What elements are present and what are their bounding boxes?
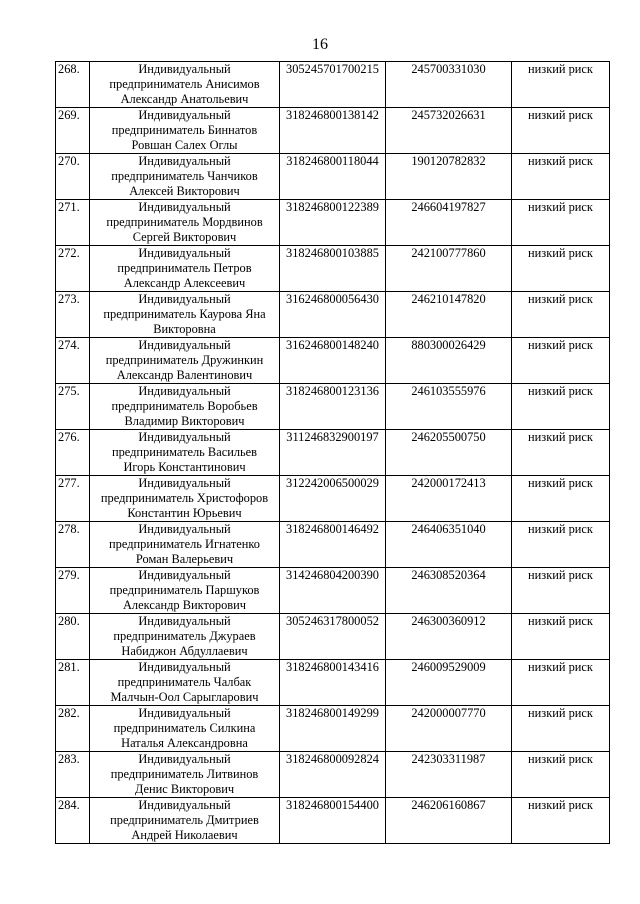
ogrnip-cell: 311246832900197 [280, 430, 386, 476]
ogrnip-cell: 318246800092824 [280, 752, 386, 798]
inn-cell: 880300026429 [386, 338, 512, 384]
risk-category-cell: низкий риск [512, 108, 610, 154]
ogrnip-cell: 305246317800052 [280, 614, 386, 660]
row-number-cell: 272. [56, 246, 90, 292]
entrepreneur-name-line: Роман Валерьевич [135, 552, 234, 566]
inn-cell: 246406351040 [386, 522, 512, 568]
row-number-cell: 277. [56, 476, 90, 522]
entrepreneur-name-cell [90, 614, 280, 660]
entrepreneur-name-line: предприниматель Чанчиков [111, 169, 258, 183]
entrepreneur-name-line: предприниматель Мордвинов [106, 215, 263, 229]
table-row [56, 522, 610, 568]
entrepreneur-name-line: Алексей Викторович [129, 184, 240, 198]
entrepreneur-name-line: предприниматель Литвинов [110, 767, 259, 781]
entrepreneur-name-cell [90, 706, 280, 752]
entrepreneur-name-line: Индивидуальный [138, 246, 231, 260]
row-number-cell: 282. [56, 706, 90, 752]
entrepreneur-name-line: Индивидуальный [138, 476, 231, 490]
entrepreneur-name-line: предприниматель Дмитриев [110, 813, 259, 827]
risk-category-cell: низкий риск [512, 62, 610, 108]
entrepreneur-name-line: Индивидуальный [138, 430, 231, 444]
entrepreneur-name-line: предприниматель Васильев [111, 445, 258, 459]
row-number-cell: 280. [56, 614, 90, 660]
row-number-cell: 284. [56, 798, 90, 844]
table-row [56, 108, 610, 154]
ogrnip-cell: 316246800148240 [280, 338, 386, 384]
ogrnip-cell: 316246800056430 [280, 292, 386, 338]
risk-category-cell: низкий риск [512, 752, 610, 798]
entrepreneur-name-cell [90, 108, 280, 154]
entrepreneur-name-line: Индивидуальный [138, 108, 231, 122]
inn-cell: 246103555976 [386, 384, 512, 430]
entrepreneur-name-line: Индивидуальный [138, 706, 231, 720]
entrepreneur-name-cell [90, 200, 280, 246]
entrepreneur-name-line: Александр Алексеевич [123, 276, 246, 290]
entrepreneur-name-cell [90, 798, 280, 844]
table-row [56, 200, 610, 246]
row-number-cell: 283. [56, 752, 90, 798]
risk-category-cell: низкий риск [512, 660, 610, 706]
row-number-cell: 268. [56, 62, 90, 108]
entrepreneur-name-cell [90, 660, 280, 706]
entrepreneur-name-line: Индивидуальный [138, 522, 231, 536]
entrepreneur-name-line: предприниматель Биннатов [111, 123, 258, 137]
inn-cell: 246205500750 [386, 430, 512, 476]
inn-cell: 246300360912 [386, 614, 512, 660]
entrepreneur-name-line: предприниматель Воробьев [111, 399, 258, 413]
risk-category-cell: низкий риск [512, 292, 610, 338]
inn-cell: 242000007770 [386, 706, 512, 752]
entrepreneur-name-line: Индивидуальный [138, 154, 231, 168]
row-number-cell: 276. [56, 430, 90, 476]
table-row [56, 246, 610, 292]
table-row [56, 614, 610, 660]
ogrnip-cell: 318246800149299 [280, 706, 386, 752]
entrepreneur-name-line: предприниматель Джураев [113, 629, 256, 643]
inn-cell: 246604197827 [386, 200, 512, 246]
entrepreneur-name-line: предприниматель Силкина [113, 721, 256, 735]
table-row [56, 660, 610, 706]
ogrnip-cell: 305245701700215 [280, 62, 386, 108]
risk-category-cell: низкий риск [512, 614, 610, 660]
entrepreneur-name-line: предприниматель Чалбак [117, 675, 252, 689]
risk-category-cell: низкий риск [512, 476, 610, 522]
entrepreneur-name-line: Индивидуальный [138, 338, 231, 352]
entrepreneur-name-line: Андрей Николаевич [131, 828, 238, 842]
registry-table [55, 61, 610, 844]
page-number: 16 [312, 36, 328, 53]
row-number-cell: 270. [56, 154, 90, 200]
table-row [56, 568, 610, 614]
entrepreneur-name-cell [90, 430, 280, 476]
risk-category-cell: низкий риск [512, 568, 610, 614]
entrepreneur-name-cell [90, 62, 280, 108]
table-row [56, 384, 610, 430]
ogrnip-cell: 318246800123136 [280, 384, 386, 430]
ogrnip-cell: 318246800146492 [280, 522, 386, 568]
entrepreneur-name-line: Викторовна [153, 322, 216, 336]
row-number-cell: 273. [56, 292, 90, 338]
risk-category-cell: низкий риск [512, 798, 610, 844]
ogrnip-cell: 318246800138142 [280, 108, 386, 154]
entrepreneur-name-line: Индивидуальный [138, 752, 231, 766]
entrepreneur-name-line: Наталья Александровна [121, 736, 248, 750]
entrepreneur-name-line: предприниматель Игнатенко [109, 537, 260, 551]
entrepreneur-name-cell [90, 246, 280, 292]
entrepreneur-name-line: Индивидуальный [138, 384, 231, 398]
table-row [56, 798, 610, 844]
inn-cell: 246210147820 [386, 292, 512, 338]
entrepreneur-name-line: предприниматель Петров [117, 261, 252, 275]
entrepreneur-name-line: Индивидуальный [138, 614, 231, 628]
table-row [56, 706, 610, 752]
ogrnip-cell: 318246800103885 [280, 246, 386, 292]
ogrnip-cell: 318246800143416 [280, 660, 386, 706]
row-number-cell: 269. [56, 108, 90, 154]
entrepreneur-name-line: Константин Юрьевич [127, 506, 242, 520]
row-number-cell: 279. [56, 568, 90, 614]
entrepreneur-name-cell [90, 476, 280, 522]
ogrnip-cell: 318246800154400 [280, 798, 386, 844]
inn-cell: 242000172413 [386, 476, 512, 522]
ogrnip-cell: 318246800122389 [280, 200, 386, 246]
entrepreneur-name-line: предприниматель Каурова Яна [103, 307, 266, 321]
risk-category-cell: низкий риск [512, 706, 610, 752]
entrepreneur-name-line: Сергей Викторович [132, 230, 237, 244]
entrepreneur-name-line: Индивидуальный [138, 798, 231, 812]
entrepreneur-name-line: Александр Валентинович [116, 368, 253, 382]
entrepreneur-name-cell [90, 154, 280, 200]
row-number-cell: 271. [56, 200, 90, 246]
entrepreneur-name-line: Малчын-Оол Сарыгларович [110, 690, 259, 704]
entrepreneur-name-cell [90, 522, 280, 568]
table-row [56, 752, 610, 798]
inn-cell: 242303311987 [386, 752, 512, 798]
entrepreneur-name-cell [90, 752, 280, 798]
entrepreneur-name-line: Денис Викторович [134, 782, 235, 796]
inn-cell: 242100777860 [386, 246, 512, 292]
inn-cell: 245732026631 [386, 108, 512, 154]
entrepreneur-name-line: Индивидуальный [138, 62, 231, 76]
entrepreneur-name-line: Владимир Викторович [124, 414, 245, 428]
entrepreneur-name-line: Индивидуальный [138, 200, 231, 214]
ogrnip-cell: 314246804200390 [280, 568, 386, 614]
entrepreneur-name-line: Индивидуальный [138, 660, 231, 674]
inn-cell: 190120782832 [386, 154, 512, 200]
entrepreneur-name-cell [90, 384, 280, 430]
inn-cell: 246009529009 [386, 660, 512, 706]
entrepreneur-name-cell [90, 568, 280, 614]
entrepreneur-name-line: предприниматель Паршуков [109, 583, 260, 597]
entrepreneur-name-line: Александр Анатольевич [120, 92, 249, 106]
entrepreneur-name-line: Индивидуальный [138, 568, 231, 582]
ogrnip-cell: 312242006500029 [280, 476, 386, 522]
entrepreneur-name-line: предприниматель Анисимов [109, 77, 260, 91]
inn-cell: 245700331030 [386, 62, 512, 108]
entrepreneur-name-line: Набиджон Абдуллаевич [121, 644, 248, 658]
entrepreneur-name-cell [90, 292, 280, 338]
row-number-cell: 274. [56, 338, 90, 384]
entrepreneur-name-line: Александр Викторович [122, 598, 247, 612]
row-number-cell: 275. [56, 384, 90, 430]
registry-table-body [56, 62, 610, 844]
inn-cell: 246308520364 [386, 568, 512, 614]
entrepreneur-name-line: Индивидуальный [138, 292, 231, 306]
inn-cell: 246206160867 [386, 798, 512, 844]
table-row [56, 62, 610, 108]
entrepreneur-name-line: Ровшан Салех Оглы [131, 138, 238, 152]
row-number-cell: 281. [56, 660, 90, 706]
table-row [56, 476, 610, 522]
table-row [56, 292, 610, 338]
risk-category-cell: низкий риск [512, 384, 610, 430]
table-row [56, 338, 610, 384]
risk-category-cell: низкий риск [512, 200, 610, 246]
entrepreneur-name-line: предприниматель Христофоров [100, 491, 269, 505]
table-row [56, 430, 610, 476]
entrepreneur-name-line: Игорь Константинович [123, 460, 246, 474]
row-number-cell: 278. [56, 522, 90, 568]
risk-category-cell: низкий риск [512, 430, 610, 476]
risk-category-cell: низкий риск [512, 522, 610, 568]
entrepreneur-name-cell [90, 338, 280, 384]
entrepreneur-name-line: предприниматель Дружинкин [105, 353, 264, 367]
risk-category-cell: низкий риск [512, 246, 610, 292]
risk-category-cell: низкий риск [512, 154, 610, 200]
table-row [56, 154, 610, 200]
ogrnip-cell: 318246800118044 [280, 154, 386, 200]
risk-category-cell: низкий риск [512, 338, 610, 384]
